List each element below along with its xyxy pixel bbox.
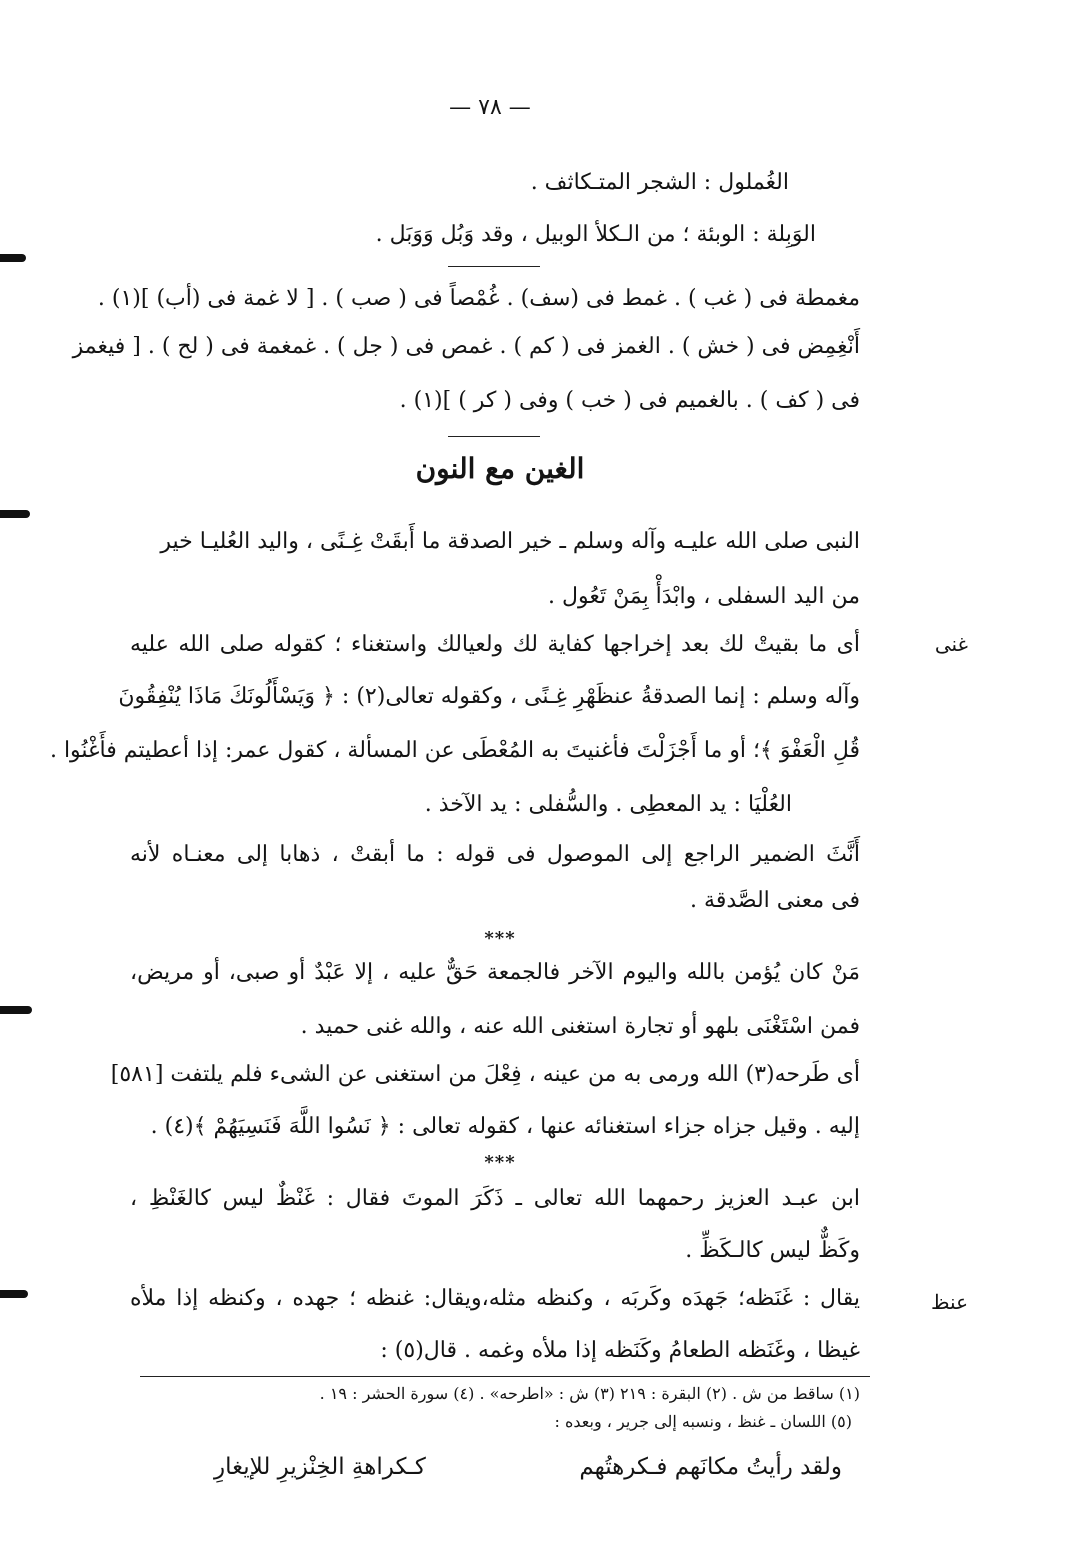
binding-mark — [0, 254, 26, 262]
hadith-line: ابن عبـد العزيز رحمهما الله تعالى ـ ذَكَرَ الموتَ فقال : غَنْظٌ ليس كالغَنْظِ ، — [130, 1186, 860, 1211]
verse-hemistich-left: كـكراهةِ الخِنْزيرِ للإيغارِ — [214, 1454, 426, 1480]
text-line: الغُملول : الشجر المتـكاثف . — [530, 170, 789, 195]
margin-keyword: غنى — [934, 632, 968, 656]
section-heading: الغين مع النون — [415, 452, 585, 485]
verse-hemistich-right: ولقد رأيتُ مكانَهم فـكرهتُهم — [579, 1454, 842, 1480]
binding-mark — [0, 1006, 32, 1014]
commentary-line: يقال : غَنَظه؛ جَهدَه وكَربَه ، وكنظه مثله،ويقال: غنظه ؛ جهده ، وكنظه إذا ملأه — [130, 1286, 860, 1311]
section-rule — [448, 266, 540, 267]
hadith-line: مَنْ كان يُؤمن بالله واليوم الآخر فالجمعة حَقٌّ عليه ، إلا عَبْدٌ أو صبى، أو مريض، — [130, 960, 860, 985]
entry-separator: *** — [484, 928, 516, 949]
page-number: — ٧٨ — — [449, 95, 531, 120]
section-rule — [448, 436, 540, 437]
margin-keyword: عنظ — [931, 1290, 968, 1314]
cross-reference-line: فى ( كف ) . بالغميم فى ( خب ) وفى ( كر ) ](١) . — [399, 388, 860, 413]
cross-reference-line: أَنْغِمِض فى ( خش ) . الغمز فى ( كم ) . غمص فى ( جل ) . غمغمة فى ( لح ) . [ فيغمز — [72, 334, 860, 359]
commentary-line: غيظا ، وغَنَظه الطعامُ وكَنَظه إذا ملأه وغمه . قال(٥) : — [380, 1338, 860, 1363]
commentary-line: فى معنى الصَّدقة . — [690, 888, 860, 913]
binding-mark — [0, 1290, 28, 1298]
commentary-line: أَنَّثَ الضمير الراجع إلى الموصول فى قوله : ما أبقتْ ، ذهابا إلى معنـاه لأنه — [130, 842, 860, 867]
footnote-rule — [140, 1376, 870, 1377]
commentary-line: أى طَرحه(٣) الله ورمى به من عينه ، فِعْلَ من استغنى عن الشىء فلم يلتفت [٥٨١] — [110, 1062, 860, 1087]
commentary-line: إليه . وقيل جزاه جزاء استغنائه عنها ، كقوله تعالى : ﴿ نَسُوا اللَّهَ فَنَسِيَهُمْ ﴾(٤) . — [150, 1114, 860, 1139]
cross-reference-line: مغمطة فى ( غب ) . غمط فى (سف) . غُمْصاً فى ( صب ) . [ لا غمة فى (أب) ](١) . — [97, 286, 860, 311]
hadith-line: من اليد السفلى ، وابْدَأْ بِمَنْ تَعُول . — [548, 584, 860, 609]
commentary-line: قُلِ الْعَفْوَ ﴾؛ أو ما أَجْزَلْتَ فأغنيتَ به المُعْطَى عن المسألة ، كقول عمر: إذا أعطيتم فأَغْنُوا . — [49, 738, 860, 763]
entry-separator: *** — [484, 1152, 516, 1173]
hadith-line: النبى صلى الله عليـه وآله وسلم ـ خير الصدقة ما أَبقَتْ غِـنًى ، واليد العُليـا خير — [160, 529, 860, 554]
binding-mark — [0, 510, 30, 518]
hadith-line: فمن اسْتَغْنَى بلهو أو تجارة استغنى الله عنه ، والله غنى حميد . — [300, 1014, 860, 1039]
commentary-line: أى ما بقيتْ لك بعد إخراجها كفاية لك ولعيالك واستغناء ؛ كقوله صلى الله عليه — [130, 632, 860, 657]
footnote-line: (٥) اللسان ـ غنظ ، ونسبه إلى جرير ، وبعده : — [554, 1412, 852, 1431]
text-line: الوَبِلة : الوبئة ؛ من الـكلأ الوبيل ، وقد وَبُل وَوَبَل . — [375, 222, 816, 247]
commentary-line: العُلْيَا : يد المعطِى . والسُّفلى : يد الآخذ . — [424, 792, 792, 817]
hadith-line: وكَظٌّ ليس كالـكَظِّ . — [685, 1238, 860, 1263]
commentary-line: وآله وسلم : إنما الصدقةُ عنظَهْرِ غِـنًى ، وكقوله تعالى(٢) : ﴿ وَيَسْأَلُونَكَ مَاذَا يُنْفِقُونَ — [118, 684, 860, 709]
footnote-line: (١) ساقط من ش . (٢) البقرة : ٢١٩ (٣) ش : «اطرحه» . (٤) سورة الحشر : ١٩ . — [319, 1384, 860, 1403]
